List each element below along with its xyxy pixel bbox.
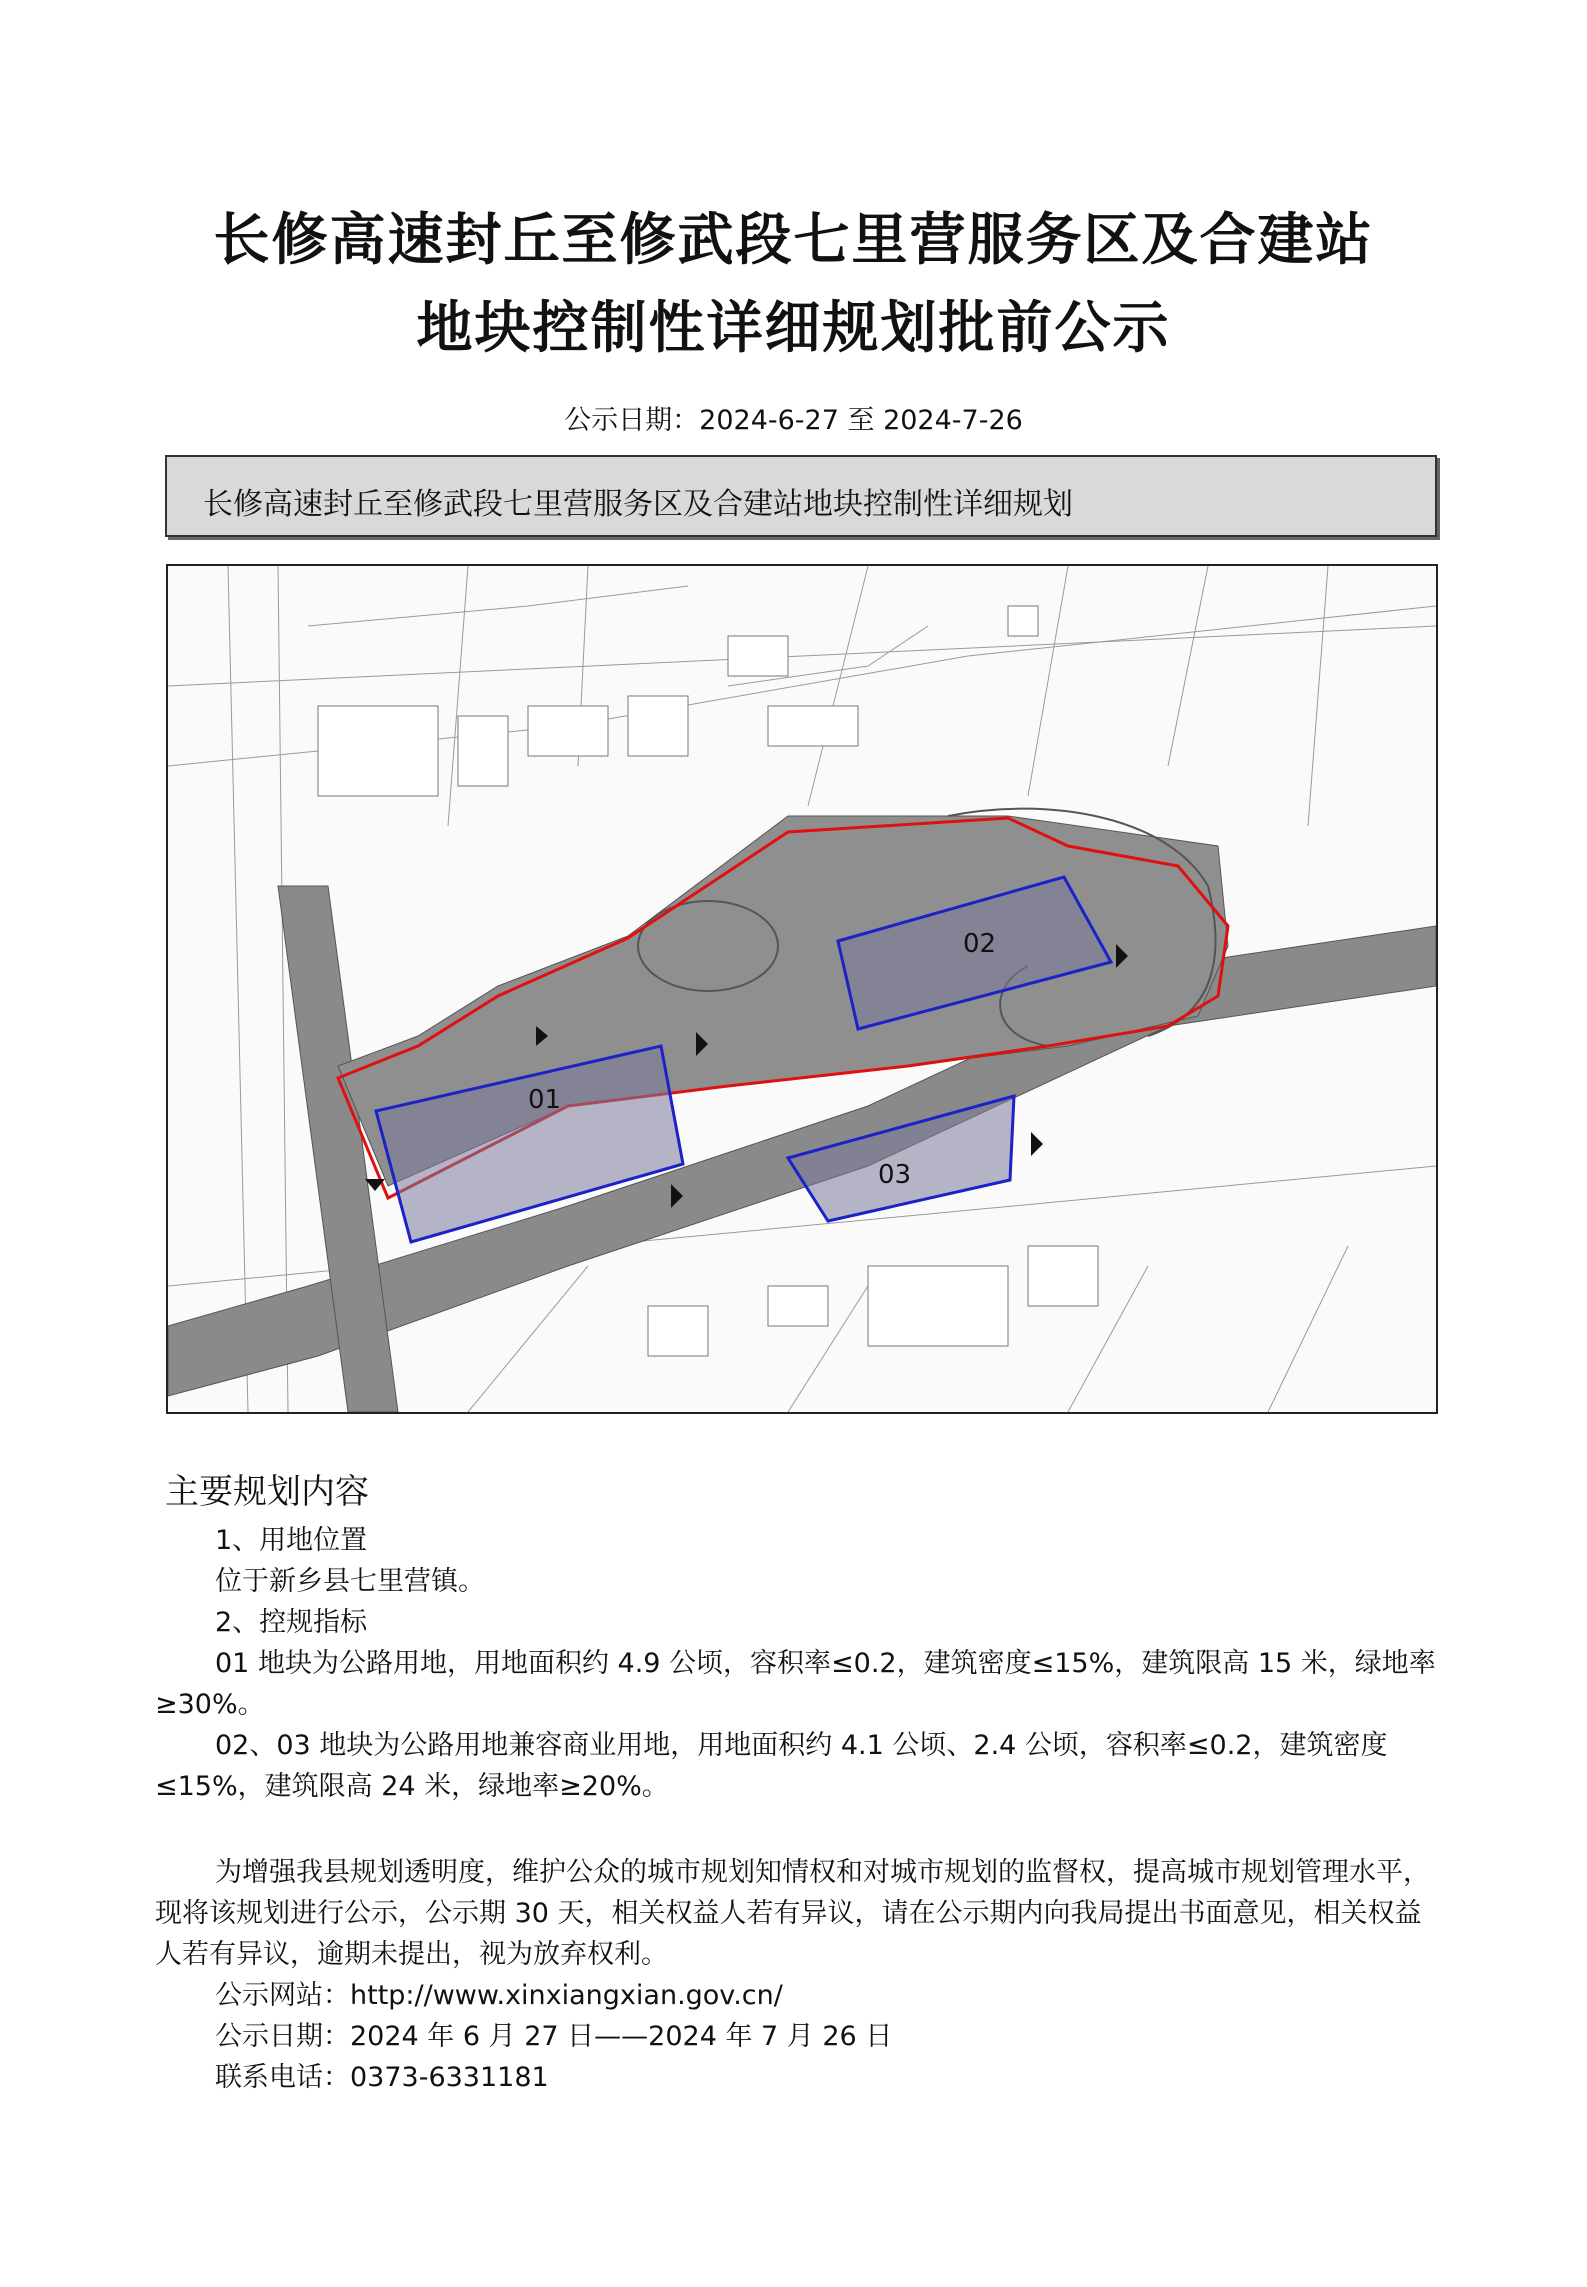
- document-title-line1: 长修高速封丘至修武段七里营服务区及合建站: [213, 208, 1374, 273]
- contact-phone: 联系电话：0373-6331181: [215, 2062, 549, 2093]
- item1-text: 位于新乡县七里营镇。: [215, 1566, 485, 1597]
- section-heading: 主要规划内容: [165, 1472, 369, 1512]
- parcel-label-02: 02: [963, 929, 997, 959]
- parcel-label-01: 01: [528, 1085, 562, 1115]
- document-title-line2: 地块控制性详细规划批前公示: [416, 296, 1171, 361]
- item2-text-parcel02-03: 02、03 地块为公路用地兼容商业用地，用地面积约 4.1 公顷、2.4 公顷，容积率≤0.2，建筑密度≤15%，建筑限高 24 米，绿地率≥20%。: [155, 1730, 1388, 1802]
- publicity-period: 公示日期：2024-6-27 至 2024-7-26: [564, 405, 1023, 436]
- notice-text: 为增强我县规划透明度，维护公众的城市规划知情权和对城市规划的监督权，提高城市规划管理水平，现将该规划进行公示，公示期 30 天，相关权益人若有异议，请在公示期内向我局提出书面意见，相关权益人若有异议，逾期未提出，视为放弃权利。: [155, 1857, 1430, 1970]
- website: 公示网站：http://www.xinxiangxian.gov.cn/: [215, 1980, 783, 2011]
- publicity-dates: 公示日期：2024 年 6 月 27 日——2024 年 7 月 26 日: [215, 2021, 893, 2052]
- parcel-label-03: 03: [878, 1160, 912, 1190]
- item2-text-parcel01: 01 地块为公路用地，用地面积约 4.9 公顷，容积率≤0.2，建筑密度≤15%，建筑限高 15 米，绿地率≥30%。: [155, 1648, 1436, 1720]
- planning-map: [166, 564, 1438, 1414]
- item2-heading: 2、控规指标: [215, 1607, 368, 1638]
- item1-heading: 1、用地位置: [215, 1525, 368, 1556]
- map-drawing: [168, 566, 1436, 1412]
- plan-banner: [165, 455, 1437, 537]
- banner-title: 长修高速封丘至修武段七里营服务区及合建站地块控制性详细规划: [203, 487, 1073, 522]
